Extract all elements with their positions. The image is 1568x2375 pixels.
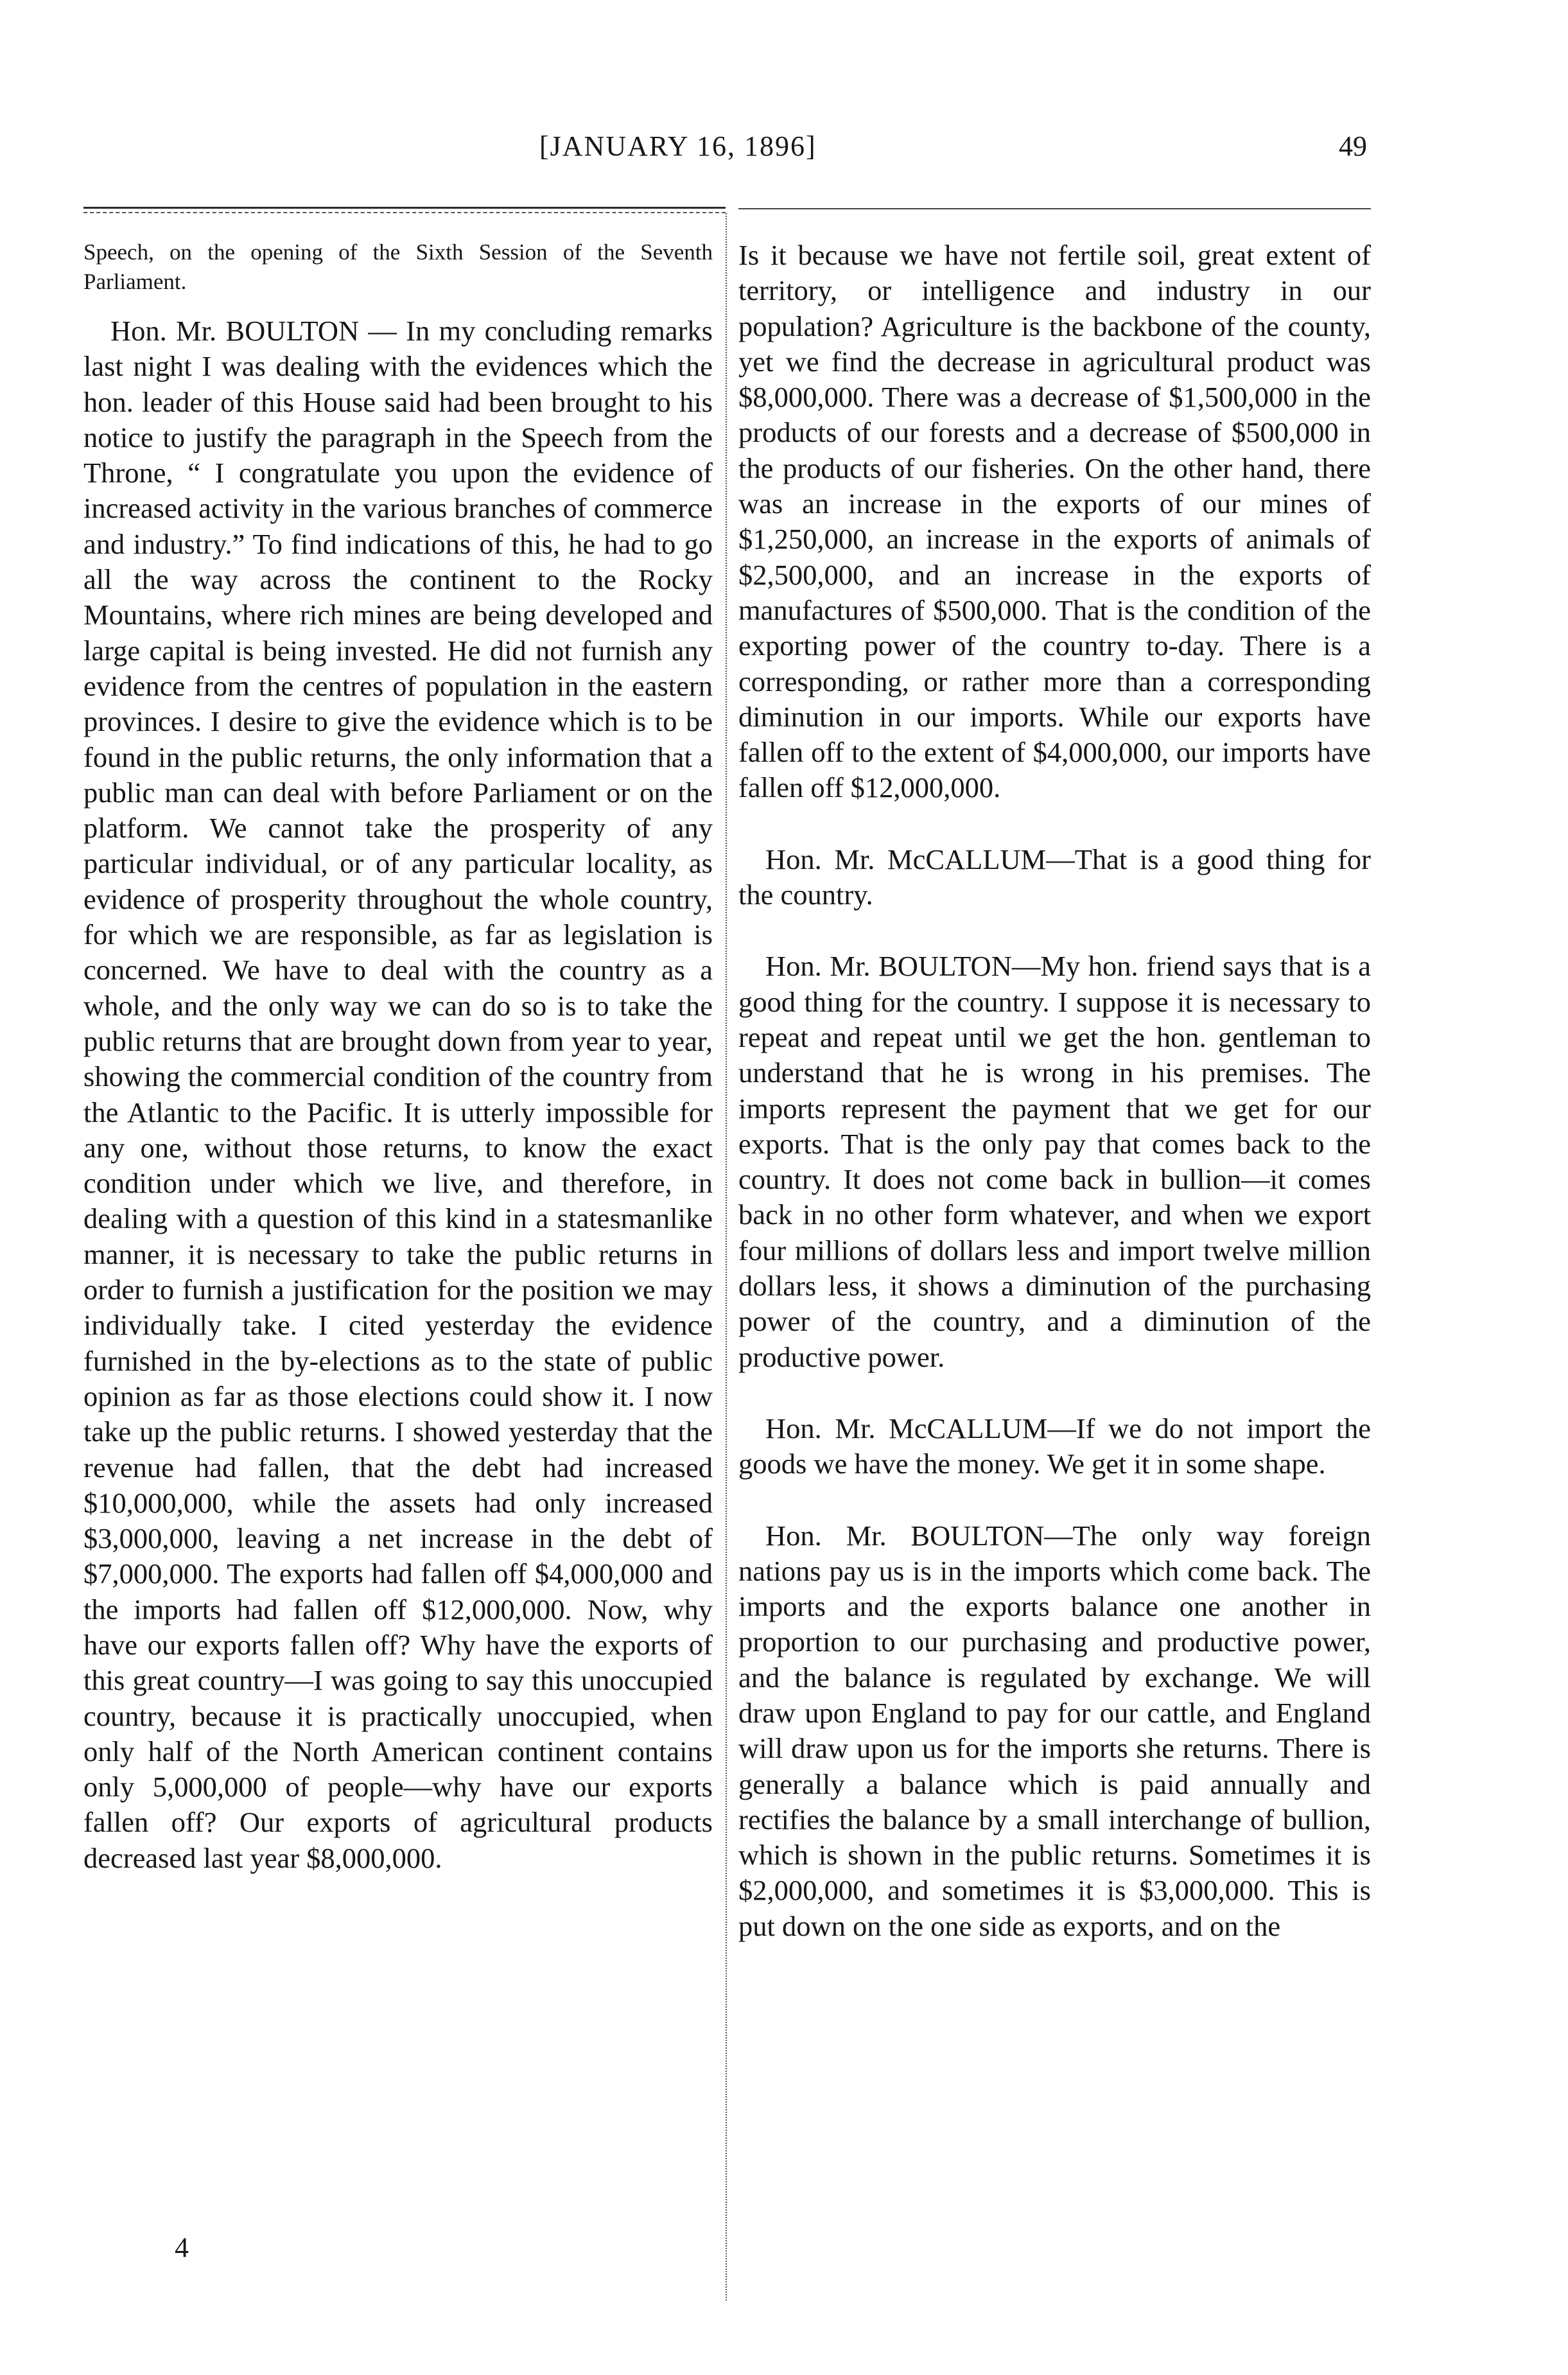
header-rule-left — [83, 207, 726, 209]
right-paragraph-5: Hon. Mr. BOULTON—The only way foreign nations pay us is in the imports which come back. The imports and the exports balance one another in proportion to our purchasing and productive power, and the balance is regulated by exchange. We will draw upon England to pay for our cattle, and England will draw upon us for the imports she returns. There is generally a balance which is paid annually and rectifies the balance by a small interchange of bullion, which is shown in the public returns. Sometimes it is $2,000,000, and sometimes it is $3,000,000. This is put down on the one side as exports, and on the — [738, 1519, 1371, 1942]
right-paragraph-1: Is it because we have not fertile soil, great extent of territory, or intelligence and industry in our population? Agriculture is the backbone of the county, yet we find the decrease in agricultural product was $8,000,000. There was a decrease of $1,500,000 in the products of our forests and a decrease of $500,000 in the products of our fisheries. On the other hand, there was an increase in the exports of our mines of $1,250,000, an increase in the exports of animals of $2,500,000, and an increase in the exports of manufactures of $500,000. That is the condition of the exporting power of the country to-day. There is a corresponding, or rather more than a corresponding diminution in our imports. While our exports have fallen off to the extent of $4,000,000, our imports have fallen off $12,000,000. — [738, 239, 1371, 804]
signature-mark: 4 — [175, 2232, 189, 2263]
header-date: [JANUARY 16, 1896] — [539, 130, 817, 162]
left-paragraph: Hon. Mr. BOULTON — In my concluding remarks last night I was dealing with the evidences which the hon. leader of this House said had been brought to his notice to justify the paragraph in the Speech from the Throne, “ I congratulate you upon the evidence of increased activity in the various branches of commerce and industry.” To find indications of this, he had to go all the way across the continent to the Rocky Mountains, where rich mines are being developed and large capital is being invested. He did not furnish any evidence from the centres of population in the eastern provinces. I desire to give the evidence which is to be found in the public returns, the only information that a public man can deal with before Parliament or on the platform. We cannot take the prosperity of any particular individual, or of any particular locality, as evidence of prosperity throughout the whole country, for which we are responsible, as far as legislation is concerned. We have to deal with the country as a whole, and the only way we can do so is to take the public returns that are brought down from year to year, showing the commercial condition of the country from the Atlantic to the Pacific. It is utterly impossible for any one, without those returns, to know the exact condition under which we live, and therefore, in dealing with a question of this kind in a statesmanlike manner, it is necessary to take the public returns in order to furnish a justification for the position we may individually take. I cited yesterday the evidence furnished in the by-elections as to the state of public opinion as far as those elections could show it. I now take up the public returns. I showed yesterday that the revenue had fallen, that the debt had increased $10,000,000, while the assets had only increased $3,000,000, leaving a net increase in the debt of $7,000,000. The exports had fallen off $4,000,000 and the imports had fallen off $12,000,000. Now, why have our exports fallen off? Why have the exports of this great country—I was going to say this unoccupied country, because it is practically unoccupied, when only half of the North American continent contains only 5,000,000 of people—why have our exports fallen off? Our exports of agricultural products decreased last year $8,000,000. — [83, 315, 713, 1874]
header-rule-right — [738, 208, 1371, 209]
page-number: 49 — [1339, 130, 1367, 162]
right-paragraph-3: Hon. Mr. BOULTON—My hon. friend says that is a good thing for the country. I suppose it is necessary to repeat and repeat until we get the hon. gentleman to understand that he is wrong in his premises. The imports represent the payment that we get for our exports. That is the only pay that comes back to the country. It does not come back in bullion—it comes back in no other form whatever, and when we export four millions of dollars less and import twelve million dollars less, it shows a diminution of the purchasing power of the country, and a diminution of the productive power. — [738, 950, 1371, 1373]
right-paragraph-2: Hon. Mr. McCALLUM—That is a good thing for the country. — [738, 843, 1371, 911]
header-rule-left-dashed — [83, 212, 726, 213]
right-column — [738, 238, 1371, 1944]
speech-caption: Speech, on the opening of the Sixth Session of the Seventh Parliament. — [83, 240, 713, 294]
right-paragraph-4: Hon. Mr. McCALLUM—If we do not import the goods we have the money. We get it in some shape. — [738, 1412, 1371, 1480]
column-divider — [726, 213, 727, 2301]
left-column — [83, 238, 713, 1876]
